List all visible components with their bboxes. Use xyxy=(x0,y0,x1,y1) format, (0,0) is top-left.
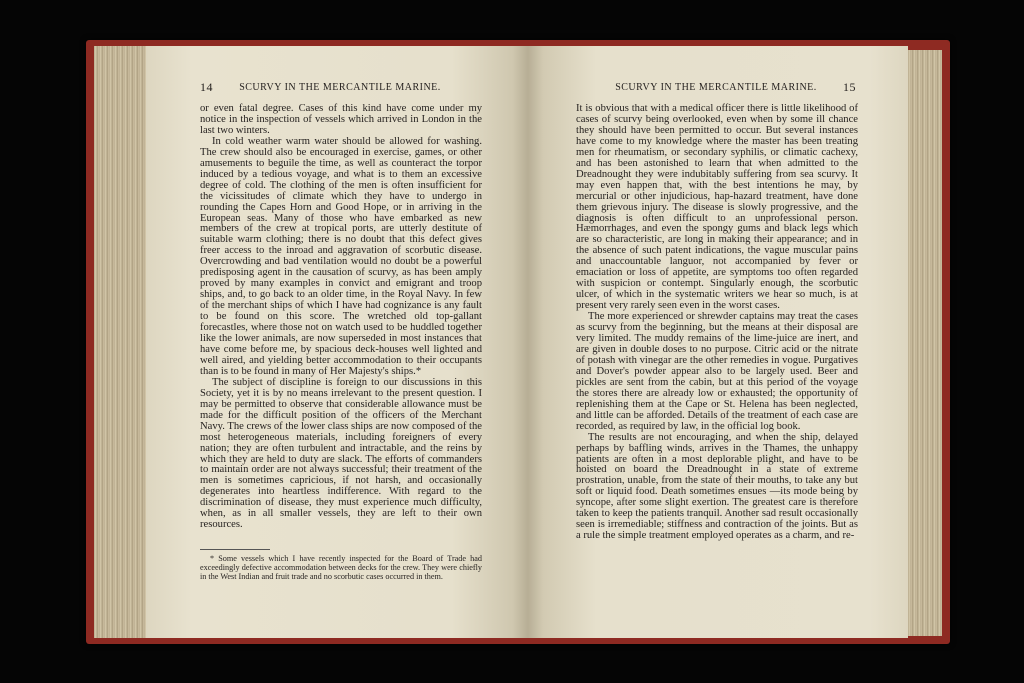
right-body-text xyxy=(576,104,858,542)
footnote-text: * Some vessels which I have recently inspected for the Board of Trade had exceedingly defective accommodation between decks for the crew. They were chiefly in the West Indian and fruit trade and no scorbutic cases occurred in them. xyxy=(200,554,482,581)
page-edges-left xyxy=(94,46,148,638)
page-edges-right xyxy=(906,50,942,636)
right-page xyxy=(528,46,908,638)
footnote-rule xyxy=(200,549,270,550)
left-page-number: 14 xyxy=(200,80,213,94)
right-paragraph-1: It is obvious that with a medical officer there is little likelihood of cases of scurvy being overlooked, even when by some ill chance they should have been permitted to occur. But several instances have come to my knowledge where the master has been treating men for rheumatism, or secondary syphilis, or climatic cachexy, and has been astonished to learn that when admitted to the Dreadnought they were indubitably suffering from sea scurvy. It may even happen that, with the best intentions he may, by mercurial or other injudicious, hap-hazard treatment, have done them grievous injury. The disease is slowly progressive, and the diagnosis is often difficult to an unprofessional person. Hæmorrhages, and even the spongy gums and black legs which are so characteristic, are long in making their appearance; and in the absence of such patent indications, the vague muscular pains and unaccountable languor, not accompanied by fever or emaciation or loss of appetite, are symptoms too often regarded with suspicion or contempt. Singularly enough, the scorbutic ulcer, of which in the systematic writers we hear so much, is at present very rarely seen even in the worst cases. xyxy=(576,103,858,312)
right-page-header xyxy=(576,82,856,96)
left-body-text xyxy=(200,104,482,531)
left-page xyxy=(146,46,528,638)
left-running-head: SCURVY IN THE MERCANTILE MARINE. xyxy=(239,82,441,93)
left-paragraph-1: or even fatal degree. Cases of this kind have come under my notice in the inspection of vessels which arrived in London in the last two winters. xyxy=(200,103,482,136)
right-page-number: 15 xyxy=(843,80,856,94)
right-running-head: SCURVY IN THE MERCANTILE MARINE. xyxy=(615,82,817,93)
left-paragraph-3: The subject of discipline is foreign to our discussions in this Society, yet it is by no means irrelevant to the present question. I may be permitted to observe that considerable allowance must be made for the difficult position of the officers of the Merchant Navy. The crews of the lower class ships are now composed of the most heterogeneous materials, including foreigners of every nation; they are often turbulent and intractable, and the reins by which they are held to duty are slack. The efforts of commanders to maintain order are not always successful; their treatment of the men is sometimes capricious, if not harsh, and occasionally degenerates into heartless indifference. With regard to the discrimination of disease, they must experience much difficulty, when, as in all smaller vessels, they are left to their own resources. xyxy=(200,376,482,531)
right-paragraph-2: The more experienced or shrewder captains may treat the cases as scurvy from the beginning, but the means at their disposal are very limited. The muddy remains of the lime-juice are inert, and are given in double doses to no purpose. Citric acid or the nitrate of potash with vinegar are the other remedies in vogue. Purgatives and Dover's powder appear also to be largely used. Beer and pickles are sent from the cabin, but at this period of the voyage the stores there are already low or exhausted; the opportunity of replenishing them at the Cape or St. Helena has been neglected, and little can be afforded. Details of the treatment of each case are recorded, as required by law, in the official log book. xyxy=(576,311,858,432)
left-footnote xyxy=(200,554,482,581)
left-page-header xyxy=(200,82,480,96)
right-paragraph-3: The results are not encouraging, and when the ship, delayed perhaps by baffling winds, arrives in the Thames, the unhappy patients are often in a most deplorable plight, and have to be hoisted on board the Dreadnought in a state of extreme prostration, unable, from the state of their mouths, to take any but soft or liquid food. Death sometimes ensues —its mode being by syncope, after some slight exertion. The greatest care is therefore taken to keep the patients tranquil. Another sad result occasionally seen is irremediable; stiffness and contraction of the joints. But as a rule the simple treatment employed operates as a charm, and re- xyxy=(576,431,858,542)
left-paragraph-2: In cold weather warm water should be allowed for washing. The crew should also be encouraged in exercise, games, or other amusements to beguile the time, as well as counteract the torpor induced by a tedious voyage, and what is to them an excessive degree of cold. The clothing of the men is often insufficient for the vicissitudes of climate which they have to undergo in rounding the Capes Horn and Good Hope, or in arriving in the European seas. Many of those who have embarked as new members of the crew at tropical ports, are utterly destitute of suitable warm clothing; there is no doubt that this defect gives freer access to the inroad and aggravation of scorbutic disease. Overcrowding and bad ventilation would no doubt be a powerful predisposing agent in the causation of scurvy, as has been amply proved by many examples in convict and emigrant and troop ships, and, to go back to an older time, in the Royal Navy. In few of the merchant ships of which I have had cognizance is any fault to be found on this score. The wretched old top-gallant forecastles, where those not on watch used to be huddled together like the lower animals, are now superseded in most instances that have come before me, by spacious deck-houses well lighted and well aired, and yielding better accommodation to their occupants than is to be found in many of Her Majesty's ships.* xyxy=(200,135,482,377)
